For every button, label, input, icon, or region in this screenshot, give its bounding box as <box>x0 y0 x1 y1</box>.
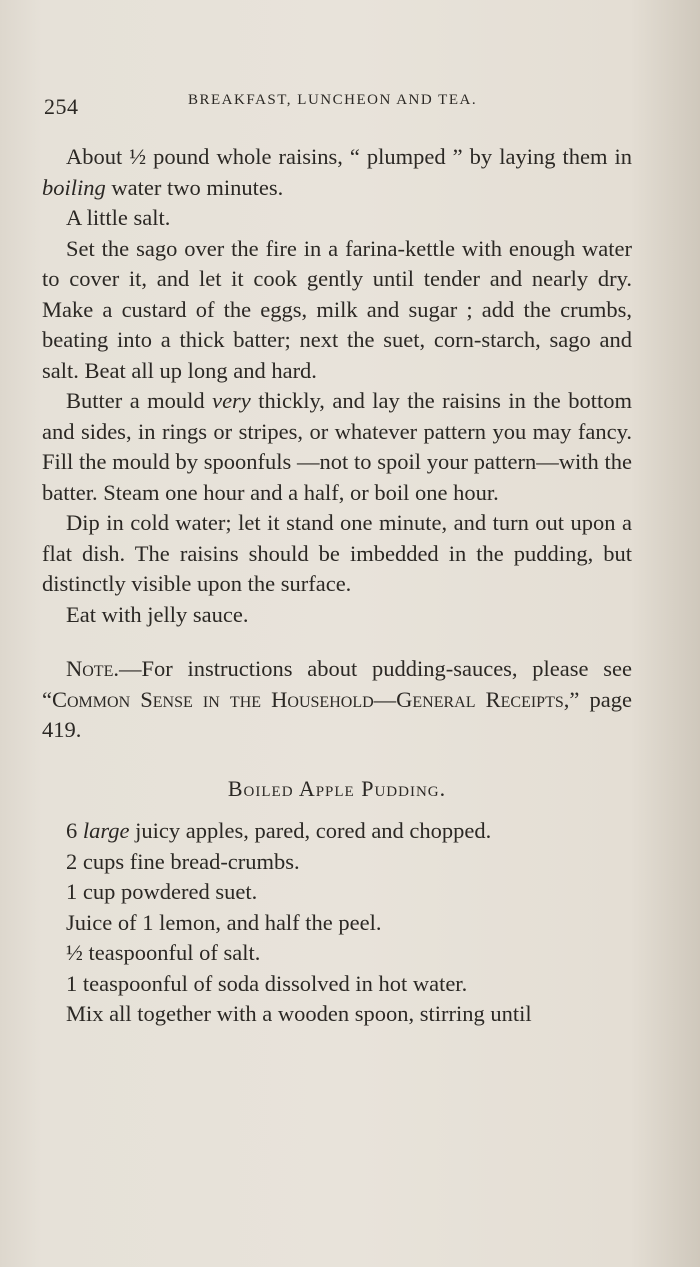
running-title: BREAKFAST, LUNCHEON AND TEA. <box>188 92 478 108</box>
ingredient-item: 1 cup powdered suet. <box>66 879 258 904</box>
page-body <box>42 142 632 1030</box>
note-label: Note. <box>66 656 119 681</box>
paragraph-mould: Butter a mould very thickly, and lay the raisins in the bottom and sides, in rings or stripes, or whatever pattern you may fancy. Fill the mould by spoonfuls —not to spoil your pattern—with the batter. Steam one hour and a half, or boil one hour. <box>42 388 632 505</box>
paragraph-raisins: About ½ pound whole raisins, “ plumped ” by laying them in boiling water two minutes. <box>42 144 632 200</box>
paragraph-sago: Set the sago over the fire in a farina-kettle with enough water to cover it, and let it cook gently until tender and nearly dry. Make a custard of the eggs, milk and sugar ; add the crumbs, beating into a thick batter; next the suet, corn-starch, sago and salt. Beat all up long and hard. <box>42 235 632 383</box>
page-number: 254 <box>44 94 79 119</box>
ingredient-item: 2 cups fine bread-crumbs. <box>66 848 300 874</box>
paragraph-dip: Dip in cold water; let it stand one minute, and turn out upon a flat dish. The raisins should be imbedded in the pudding, but distinctly visible upon the surface. <box>42 510 632 596</box>
paragraph-salt: A little salt. <box>66 205 171 230</box>
note-paragraph: Note.—For instructions about pudding-sauces, please see “Common Sense in the Household—General Receipts,” page 419. <box>42 656 632 742</box>
ingredient-item: 6 large juicy apples, pared, cored and chopped. <box>66 818 492 843</box>
ingredient-item: Juice of 1 lemon, and half the peel. <box>66 909 382 935</box>
page-header <box>44 92 634 122</box>
paragraph-serve: Eat with jelly sauce. <box>66 601 249 627</box>
ingredient-item: ½ teaspoonful of salt. <box>66 940 261 965</box>
recipe-title: Boiled Apple Pudding. <box>227 775 447 801</box>
ingredient-item: 1 teaspoonful of soda dissolved in hot water. <box>66 970 468 996</box>
instruction-text: Mix all together with a wooden spoon, stirring until <box>66 1001 532 1026</box>
note-reference: Common Sense in the Household—General Receipts, <box>52 686 570 712</box>
